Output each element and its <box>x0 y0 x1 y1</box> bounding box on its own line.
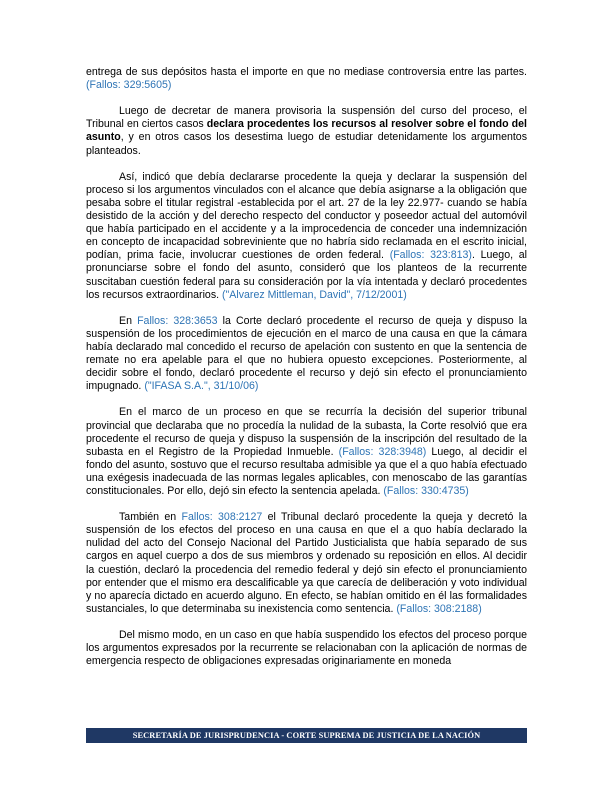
document-body <box>86 66 527 668</box>
paragraph-text: Luego, al decidir el fondo del asunto, sostuvo que el recurso resultaba admisible ya que el a quo había efectuado una exégesis inadecuada de las normas legales aplicables, con menoscabo de las garantías constitucionales. Por ello, dejó sin efecto la sentencia apelada. <box>86 445 528 497</box>
paragraph <box>86 629 527 668</box>
paragraph-text: También en <box>119 511 182 524</box>
footer-banner <box>86 728 527 743</box>
citation-reference: (Fallos: 330:4735) <box>383 485 469 497</box>
citation-reference: (Fallos: 328:3948) <box>338 445 427 458</box>
paragraph <box>86 171 527 302</box>
citation-reference: Fallos: 308:2127 <box>181 511 263 524</box>
paragraph <box>86 511 527 616</box>
paragraph-text: . Luego, al pronunciarse sobre el fondo del asunto, consideró que los planteos de la recurrente suscitaban cuestión federal para su consideración por la vía intentada y declaró procedentes los recursos extraordinarios. <box>86 249 527 301</box>
paragraph-text: Del mismo modo, en un caso en que había suspendido los efectos del proceso porque los argumentos expresados por la recurrente se relacionaban con la aplicación de normas de emergencia respecto de obligaciones expresadas originariamente en moneda <box>86 629 527 668</box>
emphasis-text: declara procedentes los recursos al resolver sobre el fondo del asunto <box>86 118 527 144</box>
citation-reference: (Fallos: 308:2188) <box>396 602 482 615</box>
paragraph-text: entrega de sus depósitos hasta el importe en que no mediase controversia entre las partes. <box>86 66 527 78</box>
paragraph-text: , y en otros casos los desestima luego de estudiar detenidamente los argumentos planteados. <box>86 131 527 157</box>
paragraph <box>86 315 527 394</box>
paragraph-text: Luego de decretar de manera provisoria la suspensión del curso del proceso, el Tribunal en ciertos casos <box>86 105 527 131</box>
citation-reference: (Fallos: 323:813) <box>389 249 472 262</box>
citation-reference: (Fallos: 329:5605) <box>86 79 172 92</box>
paragraph <box>86 66 527 92</box>
citation-reference: Fallos: 328:3653 <box>137 314 218 327</box>
paragraph-text: la Corte declaró procedente el recurso de queja y dispuso la suspensión de los procedimientos de ejecución en el marco de una causa en que la cámara había declarado mal concedido el recurso de apelación con sustento en que la sentencia de remate no era apelable para el que no hubiera opuesto excepciones. Posteriormente, al decidir sobre el fondo, declaró procedente el recurso y dejó sin efecto el pronunciamiento impugnado. <box>86 314 527 393</box>
paragraph <box>86 105 527 157</box>
paragraph-text: En el marco de un proceso en que se recurría la decisión del superior tribunal provincial que declaraba que no procedía la nulidad de la subasta, la Corte resolvió que era procedente el recurso de queja y dispuso la suspensión de la inscripción del resultado de la subasta en el Registro de la Propiedad Inmueble. <box>86 406 527 458</box>
paragraph-text: Así, indicó que debía declararse procedente la queja y declarar la suspensión del proceso si los argumentos vinculados con el alcance que debía asignarse a la obligación que pesaba sobre el titular registral -establecida por el art. 27 de la ley 22.977- cuando se había desistido de la acción y del derecho respecto del conductor y poseedor actual del automóvil que había participado en el accidente y a la improcedencia de conceder una indemnización en concepto de incapacidad sobreviniente que no habría sido reclamada en el escrito inicial, podían, prima facie, involucrar cuestiones de orden federal. <box>86 170 527 262</box>
citation-reference: ("Alvarez Mittleman, David", 7/12/2001) <box>222 288 407 301</box>
paragraph-text: el Tribunal declaró procedente la queja y decretó la suspensión de los efectos del proceso en una causa en que el a quo había declarado la nulidad del acto del Consejo Nacional del Partido Justicialista que había separado de sus cargos en aquel cuerpo a dos de sus miembros y ordenado su reposición en ellos. Al decidir la cuestión, declaró la procedencia del remedio federal y dejó sin efecto el pronunciamiento por entender que el mismo era descalificable ya que carecía de deliberación y voto individual y no aparecía dictado en acuerdo alguno. En efecto, se habían omitido en él las formalidades sustanciales, lo que determinaba su inexistencia como sentencia. <box>86 511 527 615</box>
paragraph-text: En <box>119 314 138 327</box>
citation-reference: ("IFASA S.A.", 31/10/06) <box>144 380 259 393</box>
footer-text: SECRETARÍA DE JURISPRUDENCIA - CORTE SUPREMA DE JUSTICIA DE LA NACIÓN <box>132 731 481 740</box>
paragraph <box>86 406 527 498</box>
